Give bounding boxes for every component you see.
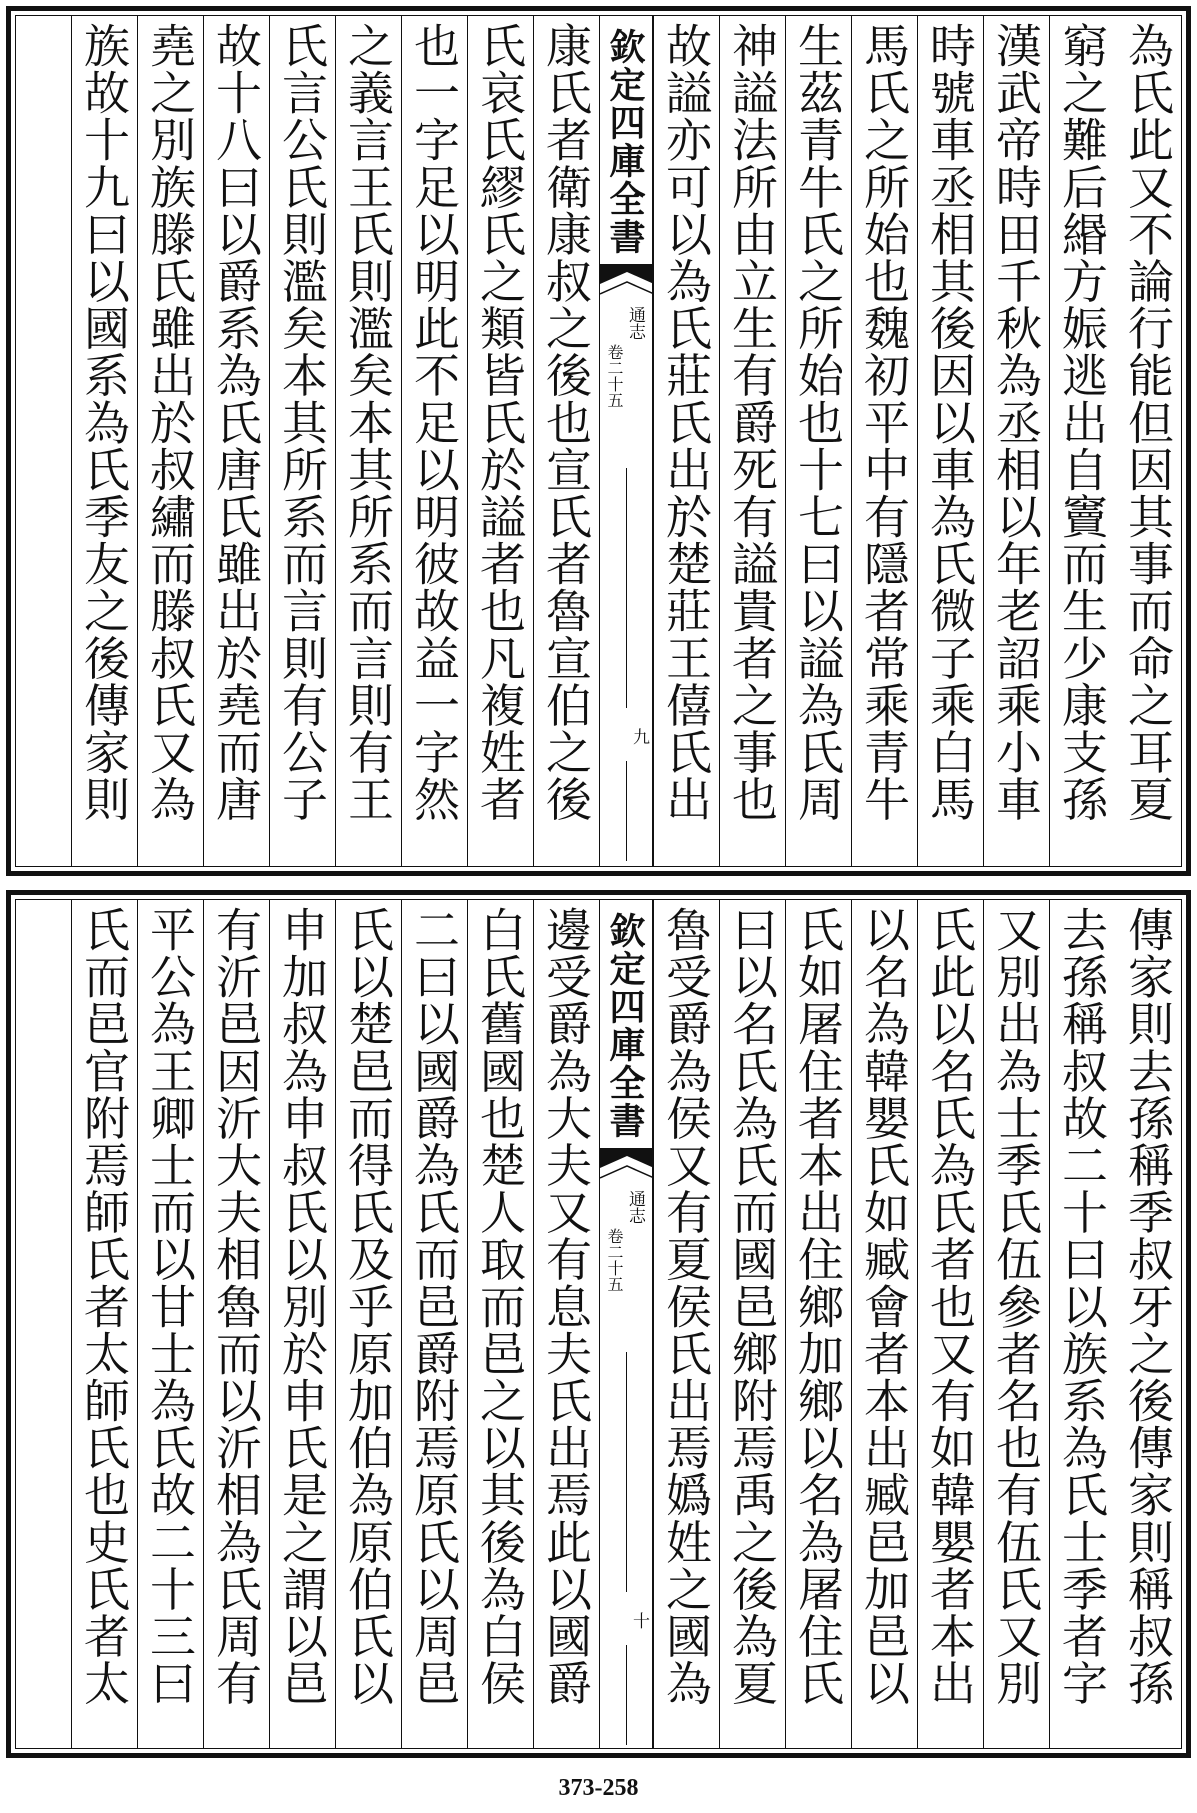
text-column bbox=[785, 900, 851, 1748]
spine-rule bbox=[626, 1645, 627, 1745]
column-text: 漢武帝時田千秋為丞相以年老詔乘小車 bbox=[989, 22, 1043, 823]
page-bottom-frame bbox=[15, 899, 1182, 1749]
column-text: 二曰以國爵為氏而邑爵附焉原氏以周邑 bbox=[407, 906, 461, 1707]
column-text: 白氏舊國也楚人取而邑之以其後為白侯 bbox=[473, 906, 527, 1707]
column-text: 為氏此又不論行能但因其事而命之耳夏 bbox=[1121, 22, 1175, 823]
text-column bbox=[533, 900, 599, 1748]
text-column bbox=[533, 16, 599, 866]
fishtail-mark bbox=[600, 1148, 654, 1182]
column-text: 氏而邑官附焉師氏者太師氏也史氏者太 bbox=[77, 906, 131, 1707]
footer-code: 373-258 bbox=[558, 1775, 639, 1801]
page-top-frame bbox=[15, 15, 1182, 867]
column-text: 族故十九曰以國系為氏季友之後傳家則 bbox=[77, 22, 131, 823]
column-text: 去孫稱叔故二十曰以族系為氏士季者字 bbox=[1055, 906, 1109, 1707]
column-text: 神謚法所由立生有爵死有謚貴者之事也 bbox=[725, 22, 779, 823]
text-column bbox=[137, 16, 203, 866]
spine bbox=[599, 16, 653, 866]
column-text: 申加叔為申叔氏以別於申氏是之謂以邑 bbox=[275, 906, 329, 1707]
column-text: 平公為王卿士而以甘士為氏故二十三曰 bbox=[143, 906, 197, 1707]
column-text: 氏哀氏繆氏之類皆氏於謚者也凡複姓者 bbox=[473, 22, 527, 823]
text-column bbox=[851, 16, 917, 866]
column-text: 氏此以名氏為氏者也又有如韓嬰者本出 bbox=[923, 906, 977, 1707]
spine-book-title: 通志 bbox=[625, 1190, 645, 1224]
column-text: 窮之難后緡方娠逃出自竇而生少康支孫 bbox=[1055, 22, 1109, 823]
text-column bbox=[203, 900, 269, 1748]
column-text: 康氏者衛康叔之後也宣氏者魯宣伯之後 bbox=[539, 22, 593, 823]
text-column bbox=[269, 900, 335, 1748]
page-bottom bbox=[6, 890, 1191, 1758]
spine-folio: 九 bbox=[629, 727, 649, 745]
text-column bbox=[1115, 16, 1181, 866]
text-column bbox=[653, 900, 719, 1748]
column-text: 故謚亦可以為氏莊氏出於楚莊王僖氏出 bbox=[659, 22, 713, 823]
text-column bbox=[203, 16, 269, 866]
text-column bbox=[137, 900, 203, 1748]
text-column bbox=[401, 900, 467, 1748]
column-text: 馬氏之所始也魏初平中有隱者常乘青牛 bbox=[857, 22, 911, 823]
text-column bbox=[785, 16, 851, 866]
spine-juan: 卷二十五 bbox=[605, 1228, 624, 1292]
column-text: 堯之別族滕氏雖出於叔繡而滕叔氏又為 bbox=[143, 22, 197, 823]
column-text: 也一字足以明此不足以明彼故益一字然 bbox=[407, 22, 461, 823]
spine bbox=[599, 900, 653, 1748]
column-text: 邊受爵為大夫又有息夫氏出焉此以國爵 bbox=[539, 906, 593, 1707]
fishtail-mark bbox=[600, 264, 654, 298]
text-column bbox=[335, 16, 401, 866]
text-column bbox=[1049, 16, 1115, 866]
column-text: 氏言公氏則濫矣本其所系而言則有公子 bbox=[275, 22, 329, 823]
text-column bbox=[653, 16, 719, 866]
text-column bbox=[983, 16, 1049, 866]
text-column bbox=[401, 16, 467, 866]
text-column bbox=[719, 900, 785, 1748]
column-text: 氏如屠住者本出住鄉加鄉以名為屠住氏 bbox=[791, 906, 845, 1707]
text-column bbox=[467, 16, 533, 866]
text-column bbox=[719, 16, 785, 866]
column-text: 有沂邑因沂大夫相魯而以沂相為氏周有 bbox=[209, 906, 263, 1707]
page-top bbox=[6, 6, 1191, 876]
text-column bbox=[467, 900, 533, 1748]
text-column bbox=[1049, 900, 1115, 1748]
text-column bbox=[917, 900, 983, 1748]
spine-folio: 十 bbox=[629, 1611, 649, 1629]
text-column bbox=[917, 16, 983, 866]
column-text: 又別出為士季氏伍參者名也有伍氏又別 bbox=[989, 906, 1043, 1707]
text-column bbox=[1115, 900, 1181, 1748]
column-text: 時號車丞相其後因以車為氏微子乘白馬 bbox=[923, 22, 977, 823]
spine-rule bbox=[626, 1352, 627, 1592]
spine-rule bbox=[626, 761, 627, 861]
column-text: 曰以名氏為氏而國邑鄉附焉禹之後為夏 bbox=[725, 906, 779, 1707]
spine-book-title: 通志 bbox=[625, 306, 645, 340]
spine-title: 欽定四庫全書 bbox=[604, 912, 646, 1140]
text-column bbox=[71, 16, 137, 866]
text-column bbox=[71, 900, 137, 1748]
column-text: 魯受爵為侯又有夏侯氏出焉嬀姓之國為 bbox=[659, 906, 713, 1707]
text-column bbox=[851, 900, 917, 1748]
column-text: 故十八曰以爵系為氏唐氏雖出於堯而唐 bbox=[209, 22, 263, 823]
spine-juan: 卷二十五 bbox=[605, 344, 624, 408]
column-text: 以名為韓嬰氏如臧會者本出臧邑加邑以 bbox=[857, 906, 911, 1707]
text-column bbox=[335, 900, 401, 1748]
column-text: 生茲青牛氏之所始也十七曰以謚為氏周 bbox=[791, 22, 845, 823]
text-column bbox=[269, 16, 335, 866]
column-text: 之義言王氏則濫矣本其所系而言則有王 bbox=[341, 22, 395, 823]
column-text: 氏以楚邑而得氏及乎原加伯為原伯氏以 bbox=[341, 906, 395, 1707]
text-column bbox=[983, 900, 1049, 1748]
spine-title: 欽定四庫全書 bbox=[604, 28, 646, 256]
column-text: 傳家則去孫稱季叔牙之後傳家則稱叔孫 bbox=[1121, 906, 1175, 1707]
spine-rule bbox=[626, 468, 627, 708]
